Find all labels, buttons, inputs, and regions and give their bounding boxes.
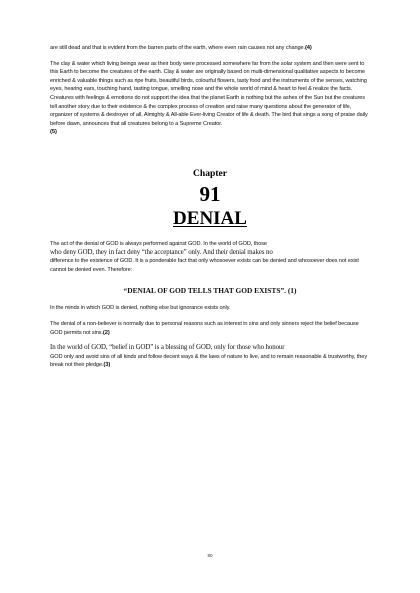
paragraph-non-believer <box>50 320 370 337</box>
chapter-title: DENIAL <box>173 207 247 229</box>
quote-text: “DENIAL OF GOD TELLS THAT GOD EXISTS”. (1) <box>123 286 297 296</box>
reference-marker: (2) <box>102 329 110 336</box>
paragraph-text: In the minds in which GOD is denied, nothing else but ignorance exists only. <box>50 305 231 312</box>
page-content <box>50 44 370 370</box>
paragraph-text-emphasis: In the world of GOD, “belief in GOD” is a blessing of GOD, only for those who honour <box>50 344 285 352</box>
paragraph-text: are still dead and that is evident from the barren parts of the earth, where even rain causes not any change. <box>50 45 305 51</box>
paragraph-ignorance <box>50 304 370 313</box>
paragraph-act-of-denial <box>50 240 370 274</box>
chapter-number: 91 <box>199 181 221 206</box>
chapter-label: Chapter <box>192 167 228 179</box>
paragraph-text: The denial of a non-believer is normally due to personal reasons such as interest in sins and only sinners reject the belief because GOD permits not sins. <box>50 320 359 336</box>
paragraph-continued <box>50 44 370 53</box>
reference-marker: (4) <box>304 45 312 51</box>
paragraph-clay-water <box>50 60 370 137</box>
reference-marker: (5) <box>50 129 57 136</box>
paragraph-text: The act of the denial of GOD is always performed against GOD. In the world of GOD, those <box>50 240 267 247</box>
paragraph-text: difference to the existence of GOD. It is a ponderable fact that only whosoever exists can be denied and whosoever does not exist cannot be denied even. Therefore: <box>50 258 359 273</box>
paragraph-belief-blessing <box>50 344 370 370</box>
reference-marker: (3) <box>103 362 111 369</box>
paragraph-text: The clay & water which living beings wear as their body were processed somewhere far from the solar system and then were sent to this Earth to become the creatures of the earth. Clay & water are originally based on multi-dimensional qualitative aspects to become enriched & valuable things such as ripe fruits, beautiful birds, colourful flowers, tasty food and the instruments of the senses, watching eyes, hearing ears, touching hand, tasting tongue, smelling nose and the whole world of mind & heart to feel & realize the facts. Creatures with feelings & emotions do not support the idea that the planet Earth is nothing but the ashes of the Sun but the creatures tell another story due to their existence & the complex process of creation and raise many questions about the generator of life, organizer of systems & destroyer of all, Almighty & All-able Ever-living Creator of life & death. The bird that sings a song of praise daily before dawn, announces that all creatures belong to a Supreme Creator. <box>50 60 368 127</box>
quote-heading <box>50 286 370 295</box>
paragraph-text-emphasis: who deny GOD, they in fact deny “the acceptance” only. And their denial makes no <box>50 248 273 256</box>
page-number: 80 <box>207 553 213 558</box>
paragraph-text: GOD only and avoid sins of all kinds and follow decent ways & the laws of nature to live, and to remain reasonable & trustworthy, they break not their pledge. <box>50 353 368 369</box>
